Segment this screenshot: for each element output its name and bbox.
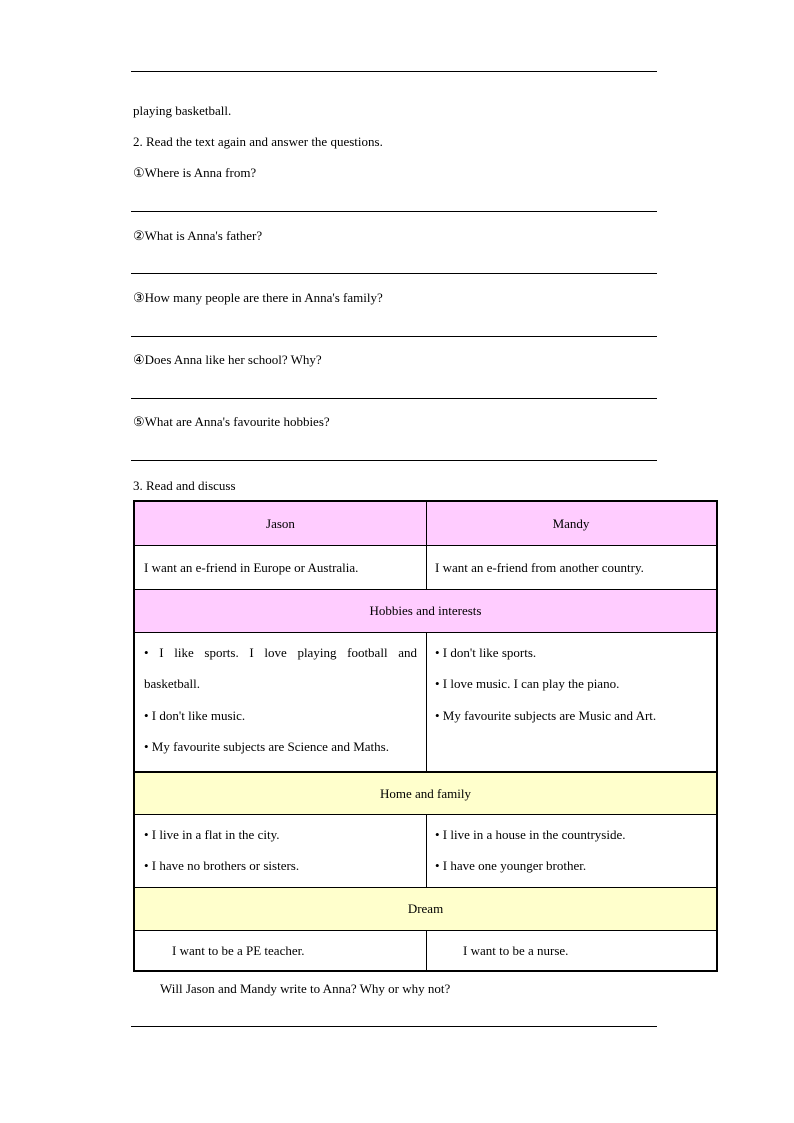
answer-line-4[interactable] — [131, 398, 657, 399]
header-jason-label: Jason — [266, 515, 295, 531]
section-2-heading: 2. Read the text again and answer the questions. — [133, 134, 383, 149]
question-2: ②What is Anna's father? — [133, 228, 263, 243]
top-rule — [131, 71, 657, 72]
section-3-heading: 3. Read and discuss — [133, 478, 236, 493]
home-title: Home and family — [380, 785, 471, 801]
jason-want-text: I want an e-friend in Europe or Australia. — [144, 560, 359, 575]
header-jason — [135, 502, 426, 545]
table-column-divider — [426, 632, 427, 771]
hobbies-title-row — [135, 589, 716, 632]
mandy-want-text: I want an e-friend from another country. — [435, 560, 644, 575]
table-column-divider — [426, 502, 427, 589]
jason-home-2: • I have no brothers or sisters. — [144, 858, 300, 873]
mandy-home — [426, 814, 716, 887]
jason-home-1: • I live in a flat in the city. — [144, 827, 280, 842]
table-rule — [135, 887, 716, 888]
mandy-dream-text: I want to be a nurse. — [463, 943, 569, 958]
table-rule — [135, 589, 716, 590]
table-rule-thick — [135, 771, 716, 773]
comparison-table — [133, 500, 718, 972]
mandy-dream — [426, 930, 716, 970]
question-3: ③How many people are there in Anna's family? — [133, 290, 383, 305]
header-mandy — [426, 502, 716, 545]
answer-line-1[interactable] — [131, 211, 657, 212]
continued-text: playing basketball. — [133, 103, 232, 118]
jason-dream — [135, 930, 426, 970]
jason-hobby-2: • I don't like music. — [144, 708, 246, 723]
final-answer-line[interactable] — [131, 1026, 657, 1027]
jason-want — [135, 545, 426, 589]
jason-home — [135, 814, 426, 887]
mandy-hobby-2: • I love music. I can play the piano. — [435, 676, 620, 691]
jason-hobby-1-cont: basketball. — [144, 676, 200, 691]
home-title-row — [135, 773, 716, 814]
jason-hobby-3: • My favourite subjects are Science and Maths. — [144, 739, 389, 754]
final-question: Will Jason and Mandy write to Anna? Why or why not? — [160, 981, 451, 996]
mandy-hobby-1: • I don't like sports. — [435, 645, 537, 660]
header-mandy-label: Mandy — [552, 515, 590, 531]
question-4: ④Does Anna like her school? Why? — [133, 352, 322, 367]
dream-title-row — [135, 887, 716, 930]
hobbies-title: Hobbies and interests — [369, 602, 482, 618]
mandy-hobbies — [426, 632, 716, 771]
table-column-divider — [426, 930, 427, 970]
mandy-want — [426, 545, 716, 589]
jason-hobbies — [135, 632, 426, 771]
jason-dream-text: I want to be a PE teacher. — [172, 943, 305, 958]
answer-line-3[interactable] — [131, 336, 657, 337]
question-1: ①Where is Anna from? — [133, 165, 257, 180]
dream-title: Dream — [407, 900, 444, 916]
table-column-divider — [426, 814, 427, 887]
answer-line-2[interactable] — [131, 273, 657, 274]
answer-line-5[interactable] — [131, 460, 657, 461]
mandy-home-1: • I live in a house in the countryside. — [435, 827, 626, 842]
jason-hobby-1: • I like sports. I love playing football and — [144, 645, 417, 660]
mandy-home-2: • I have one younger brother. — [435, 858, 587, 873]
mandy-hobby-3: • My favourite subjects are Music and Art. — [435, 708, 657, 723]
question-5: ⑤What are Anna's favourite hobbies? — [133, 414, 330, 429]
